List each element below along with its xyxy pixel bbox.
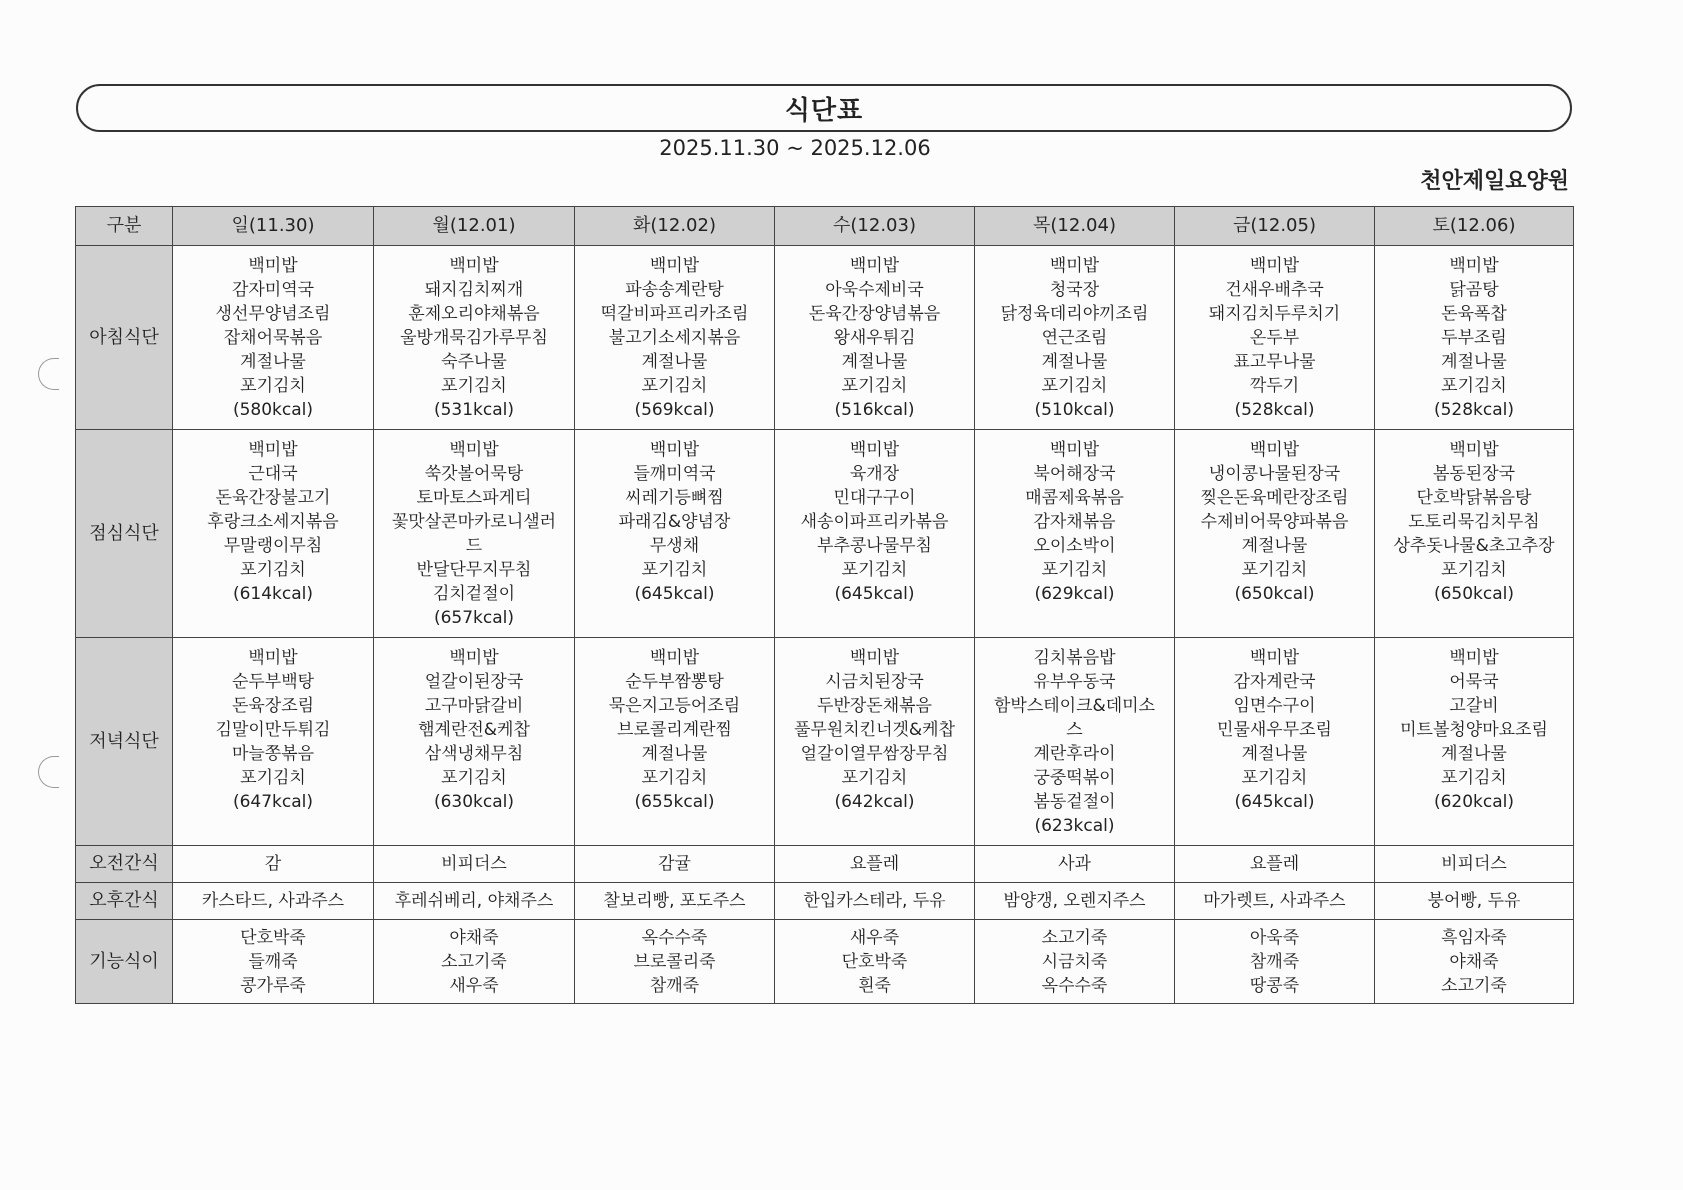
menu-item: 미트볼청양마요조림 — [1400, 720, 1548, 740]
menu-item: 포기김치 — [641, 560, 708, 580]
menu-cell — [775, 246, 975, 430]
menu-cell — [374, 883, 575, 920]
menu-item: (650kcal) — [1433, 584, 1515, 604]
menu-cell — [775, 638, 975, 846]
header-row — [76, 207, 1574, 246]
menu-cell — [173, 846, 374, 883]
menu-item: 매콤제육볶음 — [1025, 488, 1124, 508]
menu-item: 백미밥 — [248, 648, 298, 668]
menu-item: 포기김치 — [441, 376, 507, 396]
menu-item: 깍두기 — [1249, 376, 1300, 396]
menu-item: 상추돗나물&초고추장 — [1393, 536, 1555, 556]
menu-item: 백미밥 — [1249, 256, 1300, 276]
menu-item: 울방개묵김가루무침 — [400, 328, 548, 348]
row-label: 오전간식 — [76, 846, 173, 883]
menu-cell — [1375, 920, 1574, 1004]
menu-item: 비피더스 — [441, 854, 507, 874]
menu-item: 생선무양념조림 — [215, 304, 331, 324]
menu-item: 계절나물 — [641, 744, 708, 764]
menu-cell — [575, 920, 775, 1004]
title-box — [76, 84, 1572, 132]
menu-item: 들깨미역국 — [633, 464, 716, 484]
menu-cell — [173, 883, 374, 920]
menu-cell — [575, 846, 775, 883]
dinner-row — [76, 638, 1574, 846]
menu-item: (642kcal) — [834, 792, 915, 812]
menu-item: 두반장돈채볶음 — [817, 696, 932, 716]
menu-item: 봄동된장국 — [1432, 464, 1516, 484]
day-header: 금(12.05) — [1175, 207, 1375, 246]
day-header: 화(12.02) — [575, 207, 775, 246]
menu-item: 육개장 — [849, 464, 900, 484]
menu-item: 돼지김치두루치기 — [1208, 304, 1341, 324]
menu-item: 포기김치 — [1441, 768, 1507, 788]
day-header: 일(11.30) — [173, 207, 374, 246]
menu-item: 감귤 — [658, 854, 691, 874]
menu-cell — [374, 430, 575, 638]
menu-item: (528kcal) — [1433, 400, 1515, 420]
menu-item: 포기김치 — [240, 560, 306, 580]
menu-item: 후랑크소세지볶음 — [207, 512, 339, 532]
menu-item: 포기김치 — [1241, 768, 1308, 788]
menu-cell — [775, 846, 975, 883]
menu-item: 표고무나물 — [1233, 352, 1316, 372]
menu-item: 김말이만두튀김 — [215, 720, 331, 740]
menu-item: (580kcal) — [232, 400, 314, 420]
menu-item: 쑥갓볼어묵탕 — [424, 464, 524, 484]
menu-item: 백미밥 — [849, 648, 900, 668]
menu-item: 궁중떡볶이 — [1033, 768, 1116, 788]
menu-item: 카스타드, 사과주스 — [201, 891, 345, 911]
menu-item: 김치겉절이 — [432, 584, 516, 604]
menu-item: 백미밥 — [1049, 256, 1100, 276]
menu-item: 오이소박이 — [1033, 536, 1116, 556]
menu-cell — [575, 430, 775, 638]
menu-cell — [1175, 430, 1375, 638]
menu-item: 삼색냉채무침 — [424, 744, 524, 764]
menu-item: 브로콜리계란찜 — [617, 720, 732, 740]
menu-item: 북어해장국 — [1033, 464, 1116, 484]
menu-cell — [1175, 883, 1375, 920]
menu-item: 포기김치 — [1441, 376, 1507, 396]
menu-item: 백미밥 — [248, 256, 298, 276]
afternoon-snack-row — [76, 883, 1574, 920]
menu-cell — [1375, 430, 1574, 638]
row-label: 저녁식단 — [76, 638, 173, 846]
menu-item: 소고기죽 — [1041, 927, 1108, 948]
menu-cell — [975, 883, 1175, 920]
menu-item: 드 — [465, 536, 483, 556]
menu-item: 백미밥 — [849, 440, 900, 460]
menu-cell — [374, 920, 575, 1004]
menu-item: 야채죽 — [449, 927, 499, 948]
menu-cell — [1375, 846, 1574, 883]
menu-item: 포기김치 — [240, 768, 306, 788]
menu-item: 마늘쫑볶음 — [231, 744, 315, 764]
menu-item: 백미밥 — [1249, 648, 1300, 668]
menu-item: (528kcal) — [1234, 400, 1315, 420]
menu-item: 포기김치 — [641, 768, 708, 788]
menu-cell — [975, 638, 1175, 846]
menu-cell — [173, 246, 374, 430]
menu-item: 어묵국 — [1449, 672, 1499, 692]
morning-snack-row — [76, 846, 1574, 883]
menu-cell — [775, 430, 975, 638]
menu-item: 계절나물 — [1241, 536, 1308, 556]
menu-item: 부추콩나물무침 — [817, 536, 932, 556]
menu-item: (569kcal) — [634, 400, 715, 420]
menu-item: (620kcal) — [1433, 792, 1515, 812]
menu-item: 닭곰탕 — [1449, 280, 1499, 300]
row-label: 기능식이 — [76, 920, 173, 1004]
menu-item: 흑임자죽 — [1441, 927, 1507, 948]
menu-item: 백미밥 — [649, 648, 700, 668]
menu-item: 돈육간장양념볶음 — [808, 304, 941, 324]
menu-cell — [1375, 638, 1574, 846]
menu-item: 포기김치 — [240, 376, 306, 396]
menu-item: 백미밥 — [449, 440, 499, 460]
menu-item: 요플레 — [849, 854, 900, 874]
menu-item: 백미밥 — [449, 648, 499, 668]
menu-item: 무생채 — [649, 536, 700, 556]
menu-item: 파래김&양념장 — [618, 512, 731, 532]
menu-item: 후레쉬베리, 야채주스 — [394, 891, 554, 911]
menu-item: 소고기죽 — [441, 951, 507, 972]
menu-item: 백미밥 — [1449, 440, 1499, 460]
menu-item: 함박스테이크&데미소 — [993, 696, 1156, 716]
menu-item: 단호박죽 — [841, 951, 908, 972]
menu-item: 붕어빵, 두유 — [1427, 891, 1521, 911]
menu-item: 훈제오리야채볶음 — [408, 304, 540, 324]
menu-cell — [173, 638, 374, 846]
binder-hole-top — [38, 358, 59, 390]
menu-item: 햄계란전&케찹 — [418, 720, 530, 740]
menu-item: (623kcal) — [1034, 816, 1115, 836]
menu-item: 돈육폭찹 — [1441, 304, 1507, 324]
functional-diet-row — [76, 920, 1574, 1004]
menu-item: 새우죽 — [449, 975, 499, 996]
menu-item: (630kcal) — [433, 792, 515, 812]
menu-item: 브로콜리죽 — [633, 951, 716, 972]
menu-item: 백미밥 — [248, 440, 298, 460]
menu-item: (655kcal) — [634, 792, 715, 812]
menu-item: 포기김치 — [1241, 560, 1308, 580]
menu-item: (647kcal) — [232, 792, 314, 812]
row-label: 점심식단 — [76, 430, 173, 638]
menu-item: 마가렛트, 사과주스 — [1203, 891, 1346, 911]
menu-item: 계절나물 — [1441, 744, 1507, 764]
menu-item: 도토리묵김치무침 — [1408, 512, 1540, 532]
menu-item: 포기김치 — [441, 768, 507, 788]
menu-item: 감자미역국 — [231, 280, 315, 300]
menu-item: 백미밥 — [649, 440, 700, 460]
menu-table — [75, 206, 1574, 1004]
menu-item: 콩가루죽 — [240, 975, 306, 996]
menu-cell — [1175, 246, 1375, 430]
menu-item: (645kcal) — [1234, 792, 1315, 812]
menu-item: 묵은지고등어조림 — [608, 696, 741, 716]
day-header: 월(12.01) — [374, 207, 575, 246]
menu-item: 새우죽 — [849, 927, 900, 948]
menu-cell — [775, 920, 975, 1004]
menu-item: 스 — [1066, 720, 1083, 740]
menu-item: 떡갈비파프리카조림 — [600, 304, 749, 324]
menu-item: 백미밥 — [449, 256, 499, 276]
menu-item: (516kcal) — [834, 400, 915, 420]
menu-cell — [1375, 883, 1574, 920]
menu-item: 옥수수죽 — [641, 927, 708, 948]
menu-item: 찢은돈육메란장조림 — [1200, 488, 1349, 508]
menu-item: 건새우배추국 — [1225, 280, 1324, 300]
menu-item: 단호박닭볶음탕 — [1416, 488, 1532, 508]
menu-item: 옥수수죽 — [1041, 975, 1108, 996]
menu-item: 얼갈이열무쌈장무침 — [800, 744, 949, 764]
menu-item: 반달단무지무침 — [416, 560, 532, 580]
menu-item: 근대국 — [248, 464, 298, 484]
menu-item: 돈육장조림 — [231, 696, 315, 716]
menu-cell — [575, 883, 775, 920]
page-title: 식단표 — [784, 95, 864, 126]
menu-item: 백미밥 — [1449, 648, 1499, 668]
menu-cell — [975, 920, 1175, 1004]
menu-item: 계절나물 — [1241, 744, 1308, 764]
lunch-row — [76, 430, 1574, 638]
menu-item: 순두부백탕 — [231, 672, 315, 692]
menu-item: 잡채어묵볶음 — [223, 328, 323, 348]
menu-item: (614kcal) — [232, 584, 314, 604]
menu-item: (510kcal) — [1034, 400, 1115, 420]
menu-item: 풀무원치킨너겟&케찹 — [793, 720, 956, 740]
menu-item: 참깨죽 — [649, 975, 700, 996]
menu-item: (645kcal) — [834, 584, 915, 604]
day-header: 목(12.04) — [975, 207, 1175, 246]
menu-item: 돈육간장불고기 — [215, 488, 331, 508]
menu-item: 포기김치 — [1041, 376, 1108, 396]
menu-cell — [173, 920, 374, 1004]
menu-item: 계절나물 — [841, 352, 908, 372]
menu-item: 포기김치 — [1441, 560, 1507, 580]
menu-item: 비피더스 — [1441, 854, 1507, 874]
menu-item: 왕새우튀김 — [833, 328, 916, 348]
menu-item: (629kcal) — [1034, 584, 1115, 604]
menu-item: (657kcal) — [433, 608, 515, 628]
menu-cell — [775, 883, 975, 920]
menu-item: 사과 — [1058, 854, 1091, 874]
menu-item: 단호박죽 — [240, 927, 306, 948]
menu-item: 한입카스테라, 두유 — [803, 891, 946, 911]
menu-item: 순두부짬뽕탕 — [625, 672, 724, 692]
menu-item: 유부우동국 — [1033, 672, 1116, 692]
menu-item: 포기김치 — [641, 376, 708, 396]
menu-item: 시금치된장국 — [825, 672, 924, 692]
menu-item: 포기김치 — [841, 560, 908, 580]
row-label: 오후간식 — [76, 883, 173, 920]
menu-item: 소고기죽 — [1441, 975, 1507, 996]
menu-item: 백미밥 — [1049, 440, 1100, 460]
menu-item: 요플레 — [1249, 854, 1300, 874]
menu-item: 땅콩죽 — [1249, 975, 1300, 996]
menu-item: 무말랭이무침 — [223, 536, 323, 556]
menu-item: 백미밥 — [1249, 440, 1300, 460]
menu-item: 감자계란국 — [1233, 672, 1316, 692]
menu-item: 계란후라이 — [1033, 744, 1116, 764]
menu-item: 수제비어묵양파볶음 — [1200, 512, 1349, 532]
menu-item: 새송이파프리카볶음 — [800, 512, 949, 532]
binder-hole-bottom — [38, 756, 59, 788]
menu-item: (645kcal) — [634, 584, 715, 604]
menu-item: 감 — [264, 854, 282, 874]
menu-cell — [975, 246, 1175, 430]
menu-cell — [575, 638, 775, 846]
day-header: 토(12.06) — [1375, 207, 1574, 246]
menu-cell — [975, 430, 1175, 638]
menu-item: 온두부 — [1249, 328, 1300, 348]
menu-item: 봄동겉절이 — [1033, 792, 1116, 812]
menu-cell — [1375, 246, 1574, 430]
menu-item: 고구마닭갈비 — [424, 696, 524, 716]
menu-item: 얼갈이된장국 — [424, 672, 524, 692]
menu-item: 아욱수제비국 — [825, 280, 924, 300]
breakfast-row — [76, 246, 1574, 430]
menu-item: 불고기소세지볶음 — [608, 328, 741, 348]
menu-item: (650kcal) — [1234, 584, 1315, 604]
menu-item: 닭정육데리야끼조림 — [1000, 304, 1149, 324]
menu-item: 청국장 — [1049, 280, 1100, 300]
menu-item: 두부조림 — [1441, 328, 1507, 348]
menu-item: 포기김치 — [1041, 560, 1108, 580]
menu-item: 냉이콩나물된장국 — [1208, 464, 1341, 484]
menu-cell — [1175, 920, 1375, 1004]
menu-item: 숙주나물 — [441, 352, 507, 372]
menu-item: 임면수구이 — [1233, 696, 1316, 716]
menu-item: 참깨죽 — [1249, 951, 1300, 972]
menu-item: 백미밥 — [849, 256, 900, 276]
menu-item: 감자채볶음 — [1033, 512, 1116, 532]
menu-cell — [374, 846, 575, 883]
menu-item: 계절나물 — [1041, 352, 1108, 372]
menu-item: 들깨죽 — [248, 951, 298, 972]
menu-item: 시금치죽 — [1041, 951, 1108, 972]
menu-cell — [173, 430, 374, 638]
date-range: 2025.11.30 ~ 2025.12.06 — [659, 136, 931, 160]
menu-item: 포기김치 — [841, 768, 908, 788]
menu-item: 계절나물 — [240, 352, 306, 372]
menu-item: 흰죽 — [858, 975, 891, 996]
menu-item: 백미밥 — [1449, 256, 1499, 276]
menu-item: 고갈비 — [1449, 696, 1499, 716]
menu-cell — [975, 846, 1175, 883]
menu-item: 계절나물 — [1441, 352, 1507, 372]
menu-cell — [374, 638, 575, 846]
menu-item: 씨레기등뼈찜 — [625, 488, 724, 508]
day-header: 수(12.03) — [775, 207, 975, 246]
menu-cell — [575, 246, 775, 430]
menu-item: 밤양갱, 오렌지주스 — [1003, 891, 1146, 911]
menu-item: 계절나물 — [641, 352, 708, 372]
row-label: 아침식단 — [76, 246, 173, 430]
menu-item: 돼지김치찌개 — [424, 280, 524, 300]
menu-item: 김치볶음밥 — [1033, 648, 1116, 668]
corner-header: 구분 — [76, 207, 173, 246]
menu-cell — [374, 246, 575, 430]
menu-cell — [1175, 638, 1375, 846]
menu-item: 백미밥 — [649, 256, 700, 276]
menu-item: 민대구구이 — [833, 488, 916, 508]
menu-item: 야채죽 — [1449, 951, 1499, 972]
menu-item: 꽃맛살콘마카로니샐러 — [391, 512, 557, 532]
menu-cell — [1175, 846, 1375, 883]
menu-item: 찰보리빵, 포도주스 — [603, 891, 746, 911]
menu-item: (531kcal) — [433, 400, 515, 420]
menu-item: 민물새우무조림 — [1217, 720, 1332, 740]
menu-item: 연근조림 — [1041, 328, 1108, 348]
menu-item: 포기김치 — [841, 376, 908, 396]
menu-item: 토마토스파게티 — [416, 488, 532, 508]
menu-item: 파송송계란탕 — [625, 280, 724, 300]
menu-item: 아욱죽 — [1249, 927, 1300, 948]
organization-name: 천안제일요양원 — [1420, 169, 1569, 194]
